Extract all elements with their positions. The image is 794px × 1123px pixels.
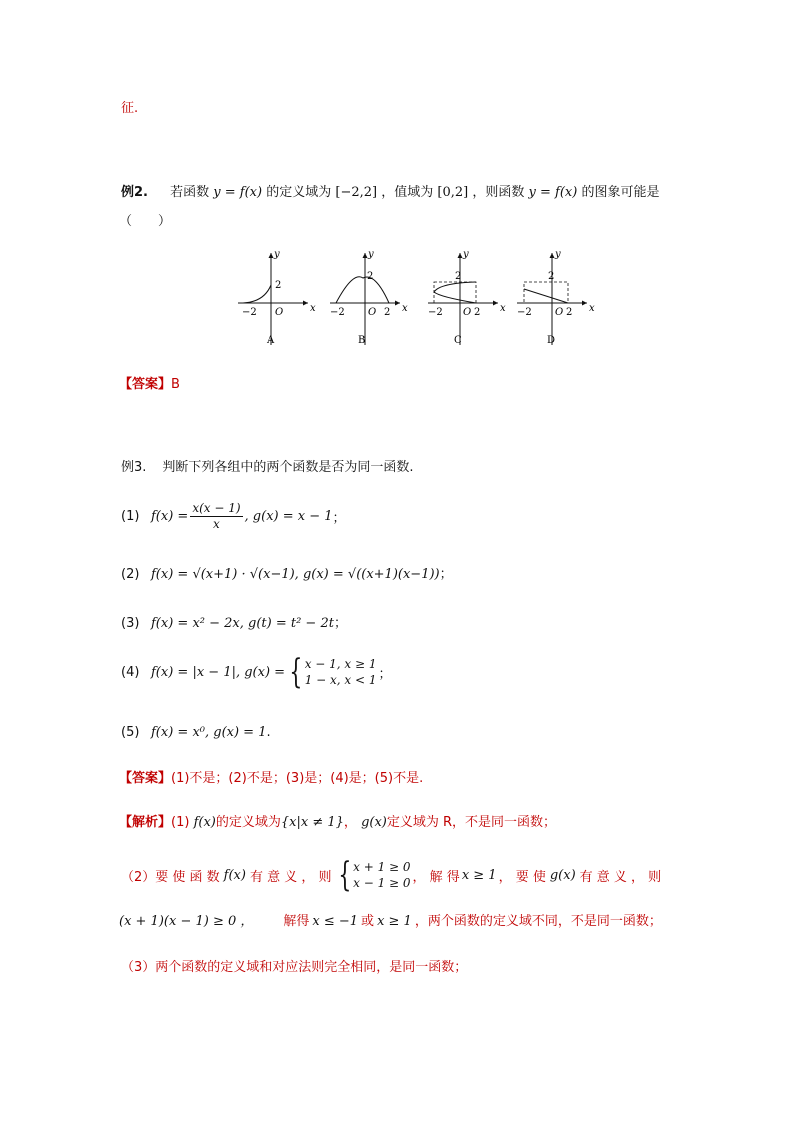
axis-x-label: x	[589, 303, 595, 314]
case-1: x − 1, x ≥ 1	[304, 657, 377, 671]
case-2: 1 − x, x < 1	[304, 673, 377, 687]
item-4	[121, 652, 392, 692]
analysis-line-3: （3）两个函数的定义域和对应法则完全相同，是同一函数；	[121, 960, 468, 975]
tick-2-x: 2	[384, 307, 391, 318]
top-fragment: 征.	[121, 101, 139, 116]
answer-label: 【答案】	[119, 771, 172, 786]
analysis1-fx: f(x)	[193, 815, 216, 830]
tick-neg2: −2	[517, 307, 532, 318]
axis-y-label: y	[368, 249, 374, 260]
origin-label: O	[463, 307, 472, 318]
item-lhs: f(x) =	[151, 509, 189, 524]
tick-2: 2	[275, 280, 282, 291]
analysis1-gx: g(x)	[361, 815, 387, 830]
graph-caption-a: A	[267, 335, 275, 346]
item-expr: f(x) = √(x+1) · √(x−1), g(x) = √((x+1)(x−1))	[151, 567, 440, 582]
analysis1-b: 的定义域为	[215, 815, 281, 830]
item-3	[121, 612, 347, 631]
analysis2-line2-s1: x ≤ −1	[312, 914, 359, 929]
q-domain: [−2,2]	[335, 185, 378, 200]
item-number: (2)	[121, 567, 140, 582]
item-end: ；	[333, 616, 347, 631]
analysis2-line2-a: 解得	[283, 914, 310, 929]
analysis2-case-1: x + 1 ≥ 0	[353, 860, 411, 874]
q-text-b: 的定义域为	[266, 185, 332, 200]
analysis-line-2	[121, 855, 662, 895]
analysis-line-1	[119, 811, 556, 830]
analysis2-fx: f(x)	[223, 867, 246, 883]
analysis2-a: （2）要 使 函 数	[121, 869, 220, 885]
item-number: (5)	[121, 725, 140, 740]
example2-question	[121, 181, 659, 200]
item-1	[121, 501, 346, 532]
analysis2-line2-expr: (x + 1)(x − 1) ≥ 0 ，	[119, 914, 254, 929]
tick-neg2: −2	[242, 307, 257, 318]
item-lhs: f(x) = |x − 1|, g(x) =	[151, 664, 286, 680]
q-text-c: ，值域为	[381, 185, 434, 200]
graph-caption-c: C	[454, 335, 462, 346]
item-rhs: , g(x) = x − 1	[244, 509, 333, 524]
piecewise-brace: { x − 1, x ≥ 1 1 − x, x < 1	[289, 652, 377, 692]
tick-2-x: 2	[474, 307, 481, 318]
item-end: ；	[332, 511, 346, 526]
fraction	[190, 501, 242, 532]
item-number: (3)	[121, 616, 140, 631]
fraction-numerator: x(x − 1)	[192, 501, 241, 515]
item-expr: f(x) = x² − 2x, g(t) = t² − 2t	[151, 616, 334, 631]
item-end: .	[266, 725, 271, 740]
tick-2-x: 2	[566, 307, 573, 318]
origin-label: O	[275, 307, 284, 318]
q-text-d: ，则函数	[472, 185, 525, 200]
answer-value: B	[171, 377, 180, 392]
origin-label: O	[368, 307, 377, 318]
tick-2: 2	[548, 271, 555, 282]
analysis1-d: 定义域为 R，不是同一函数；	[386, 815, 557, 830]
axis-x-label: x	[500, 303, 506, 314]
analysis2-c: ， 解 得	[412, 869, 460, 885]
tick-neg2: −2	[428, 307, 443, 318]
graph-d	[517, 249, 595, 346]
item-end: ；	[378, 666, 392, 682]
q-fx: y = f(x)	[213, 185, 263, 200]
graph-caption-b: B	[358, 335, 366, 346]
item-5	[121, 725, 271, 740]
origin-label: O	[555, 307, 564, 318]
q-range: [0,2]	[437, 185, 469, 200]
analysis2-case-2: x − 1 ≥ 0	[353, 876, 411, 890]
item-number: (4)	[121, 664, 140, 680]
item-2	[121, 563, 453, 582]
axis-x-label: x	[310, 303, 316, 314]
axis-x-label: x	[402, 303, 408, 314]
analysis-label: 【解析】	[119, 815, 172, 830]
example3-label: 例3.	[121, 460, 147, 475]
q-text-e: 的图象可能是	[581, 185, 660, 200]
tick-neg2: −2	[330, 307, 345, 318]
tick-2: 2	[367, 271, 374, 282]
analysis2-line2-b: 或	[361, 914, 375, 929]
analysis2-e: 有 意 义 ， 则	[579, 869, 662, 885]
example2-answer	[119, 373, 180, 392]
graph-caption-d: D	[547, 335, 556, 346]
graph-a	[238, 249, 316, 346]
graph-c	[428, 249, 506, 346]
analysis1-a: (1)	[171, 815, 190, 830]
item-end: ；	[439, 567, 453, 582]
answer-label: 【答案】	[119, 377, 172, 392]
analysis2-sol: x ≥ 1	[461, 867, 497, 883]
answer-value: (1)不是；(2)不是；(3)是；(4)是；(5)不是.	[171, 771, 424, 786]
analysis2-brace: { x + 1 ≥ 0 x − 1 ≥ 0	[337, 855, 411, 895]
analysis1-set: {x|x ≠ 1}	[280, 815, 344, 830]
analysis2-d: ， 要 使	[498, 869, 546, 885]
example2-label: 例2.	[121, 185, 148, 200]
item-expr: f(x) = x⁰, g(x) = 1	[151, 725, 267, 740]
example3-question	[121, 456, 414, 475]
fraction-denominator: x	[213, 517, 220, 531]
analysis2-b: 有 意 义 ， 则	[249, 869, 332, 885]
graph-b	[330, 249, 408, 346]
axis-y-label: y	[274, 249, 280, 260]
example3-answer	[119, 767, 423, 786]
example2-paren: （ ）	[119, 214, 172, 229]
analysis2-gx: g(x)	[549, 867, 576, 883]
q-fx-2: y = f(x)	[528, 185, 578, 200]
example2-graphs	[230, 245, 600, 350]
q-text-a: 若函数	[170, 185, 210, 200]
item-number: (1)	[121, 509, 140, 524]
example3-prompt: 判断下列各组中的两个函数是否为同一函数.	[162, 460, 414, 475]
analysis2-line2-s2: x ≥ 1	[377, 914, 412, 929]
tick-2: 2	[455, 271, 462, 282]
analysis2-line2-c: ，两个函数的定义域不同，不是同一函数；	[414, 914, 662, 929]
analysis1-c: ，	[343, 815, 357, 830]
analysis-line-2b	[119, 910, 662, 929]
axis-y-label: y	[555, 249, 561, 260]
axis-y-label: y	[463, 249, 469, 260]
